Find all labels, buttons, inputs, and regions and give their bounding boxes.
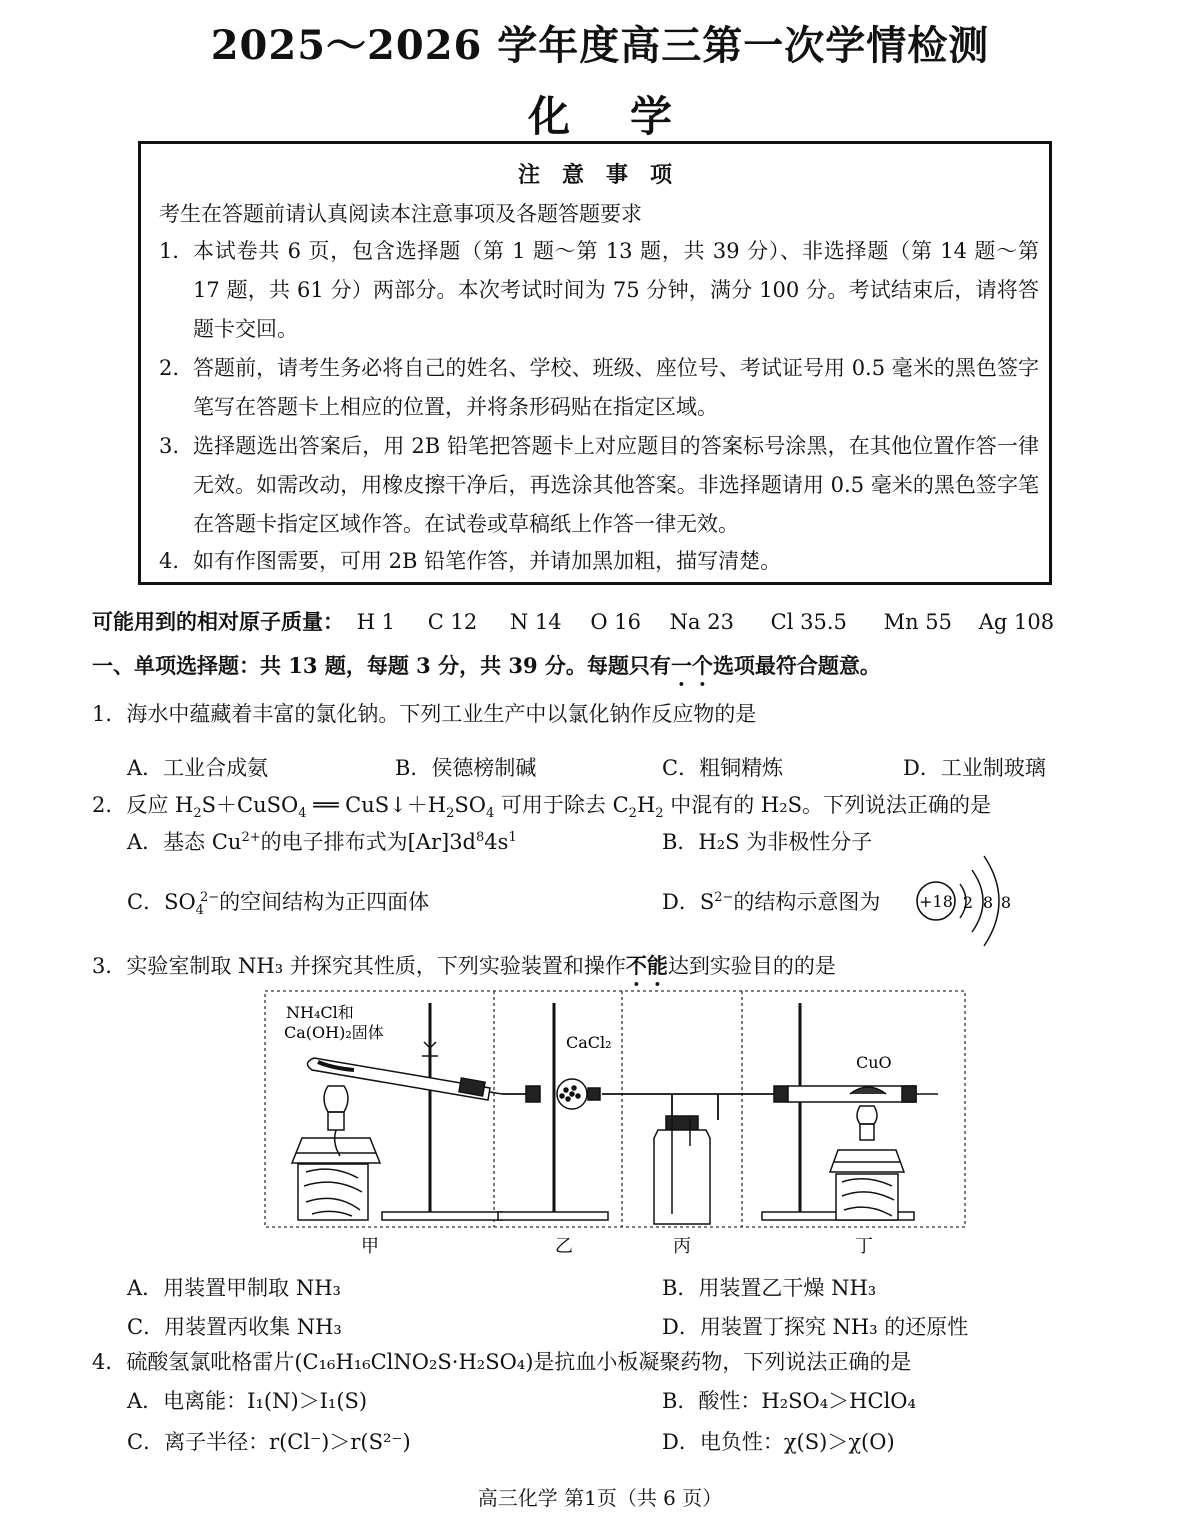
- notice-item-text: 本试卷共 6 页，包含选择题（第 1 题～第 13 题，共 39 分）、非选择题（第 14 题～第 17 题，共 61 分）两部分。本次考试时间为 75 分钟，满分 100 分。考试结束后，请将答题卡交回。: [193, 239, 1039, 341]
- q4-option-d: D．电负性：χ(S)＞χ(O): [662, 1430, 895, 1454]
- atomic-masses-line: [92, 606, 1054, 636]
- reagent-label-line2: Ca(OH)₂固体: [284, 1023, 384, 1042]
- apparatus-ding: [762, 1003, 938, 1220]
- atomic-mass: Cl 35.5: [770, 610, 847, 634]
- apparatus-bing: [654, 1116, 710, 1224]
- q3-option-a: A．用装置甲制取 NH₃: [127, 1276, 341, 1300]
- q1-option-d: D．工业制玻璃: [903, 756, 1046, 780]
- q3-option-d: D．用装置丁探究 NH₃ 的还原性: [662, 1315, 969, 1339]
- notice-item-1: [159, 232, 1039, 349]
- notice-item-text: 选择题选出答案后，用 2B 铅笔把答题卡上对应题目的答案标号涂黑，在其他位置作答一律无效。如需改动，用橡皮擦干净后，再选涂其他答案。非选择题请用 0.5 毫米的黑色签字笔在答题卡指定区域作答。在试卷或草稿纸上作答一律无效。: [193, 434, 1039, 536]
- section-heading-emphasis: 一个: [670, 653, 713, 678]
- q3-stem: [92, 950, 836, 991]
- q4-option-c: C．离子半径：r(Cl⁻)＞r(S²⁻): [127, 1430, 411, 1454]
- notice-item-text: 如有作图需要，可用 2B 铅笔作答，并请加黑加粗，描写清楚。: [193, 549, 782, 573]
- apparatus-label-yi: 乙: [555, 1236, 573, 1257]
- q1-option-a: A．工业合成氨: [127, 756, 269, 780]
- apparatus-label-bing: 丙: [673, 1236, 691, 1257]
- apparatus-label-ding: 丁: [855, 1236, 873, 1257]
- notice-item-text: 答题前，请考生务必将自己的姓名、学校、班级、座位号、考试证号用 0.5 毫米的黑色签字笔写在答题卡上相应的位置，并将条形码贴在指定区域。: [193, 356, 1039, 419]
- apparatus-label-jia: 甲: [361, 1236, 379, 1257]
- q2-stem-tail: 中混有的 H₂S。下列说法正确的是: [670, 793, 992, 817]
- notice-item-number: 4.: [159, 549, 180, 573]
- q3-stem-pre: 3．实验室制取 NH₃ 并探究其性质，下列实验装置和操作: [92, 954, 626, 978]
- q2-stem: 2．反应 $H_2S+CuSO_4$ ══ $CuS↓+H_2SO_4$ 可用于除去 $C_2H_2$ 中混有的 H₂S。下列说法正确的是: [92, 793, 992, 822]
- notice-item-4: [159, 542, 1039, 581]
- q4-stem: 4．硫酸氢氯吡格雷片(C₁₆H₁₆ClNO₂S·H₂SO₄)是抗血小板凝聚药物，下列说法正确的是: [92, 1350, 912, 1374]
- q2-option-b: B．H₂S 为非极性分子: [662, 830, 873, 854]
- notice-heading: 注意事项: [517, 162, 694, 188]
- atomic-mass: Ag 108: [978, 610, 1055, 634]
- q1-option-b: B．侯德榜制碱: [395, 756, 537, 780]
- reagent-label-line1: NH₄Cl和: [286, 1003, 354, 1022]
- shell-electrons: 2: [962, 893, 974, 912]
- atomic-masses-label: 可能用到的相对原子质量：: [92, 609, 344, 634]
- q1-stem: 1．海水中蕴藏着丰富的氯化钠。下列工业生产中以氯化钠作反应物的是: [92, 702, 757, 726]
- section-heading-text: 一、单项选择题：共 13 题，每题 3 分，共 39 分。每题只有: [92, 653, 671, 678]
- q2-option-d-text: 的结构示意图为: [733, 890, 881, 914]
- notice-box: [138, 141, 1052, 585]
- cacl2-label: CaCl₂: [566, 1033, 612, 1052]
- section-heading: [92, 650, 881, 691]
- atomic-mass: Mn 55: [883, 610, 952, 634]
- subject-title: 化学: [527, 92, 732, 141]
- section-heading-tail: 选项最符合题意。: [712, 653, 881, 678]
- nucleus-label: +18: [919, 892, 953, 911]
- notice-item-number: 1．: [159, 239, 194, 263]
- q3-option-b: B．用装置乙干燥 NH₃: [662, 1276, 877, 1300]
- cuo-label: CuO: [856, 1053, 892, 1072]
- q3-stem-emphasis: 不能: [625, 953, 668, 978]
- s2-ion-structure-diagram: [910, 848, 1020, 958]
- atomic-mass: N 14: [509, 610, 562, 634]
- shell-electrons: 8: [982, 893, 994, 912]
- notice-item-3: [159, 427, 1039, 544]
- q2-option-a-text: 的电子排布式为[Ar]3d: [260, 830, 477, 854]
- q2-option-a: A．基态 $Cu^{2+}$的电子排布式为$[Ar]3d^84s^1$: [127, 830, 517, 854]
- notice-item-2: [159, 349, 1039, 427]
- q3-option-c: C．用装置丙收集 NH₃: [127, 1315, 342, 1339]
- q2-option-c-text: 的空间结构为正四面体: [219, 890, 430, 914]
- q4-option-a: A．电离能：I₁(N)＞I₁(S): [127, 1389, 368, 1413]
- atomic-mass: Na 23: [669, 610, 734, 634]
- q3-apparatus-figure: [262, 988, 968, 1258]
- shell-electrons: 8: [1000, 893, 1012, 912]
- q2-option-d: D．$S^{2-}$的结构示意图为: [662, 890, 881, 914]
- notice-intro: 考生在答题前请认真阅读本注意事项及各题答题要求: [159, 202, 642, 226]
- q2-option-c: C．$SO_4^{2-}$的空间结构为正四面体: [127, 890, 430, 919]
- q3-stem-post: 达到实验目的的是: [667, 954, 836, 978]
- q4-option-b: B．酸性：H₂SO₄＞HClO₄: [662, 1389, 916, 1413]
- atomic-mass: H 1: [356, 610, 396, 634]
- q2-number: 2．: [92, 793, 127, 817]
- notice-item-number: 3.: [159, 434, 180, 458]
- atomic-mass: C 12: [427, 610, 478, 634]
- q1-option-c: C．粗铜精炼: [662, 756, 784, 780]
- exam-title: 2025～2026 学年度高三第一次学情检测: [210, 22, 990, 69]
- notice-item-number: 2.: [159, 356, 180, 380]
- page-footer: 高三化学 第1页（共 6 页）: [477, 1486, 723, 1510]
- atomic-mass: O 16: [590, 610, 641, 634]
